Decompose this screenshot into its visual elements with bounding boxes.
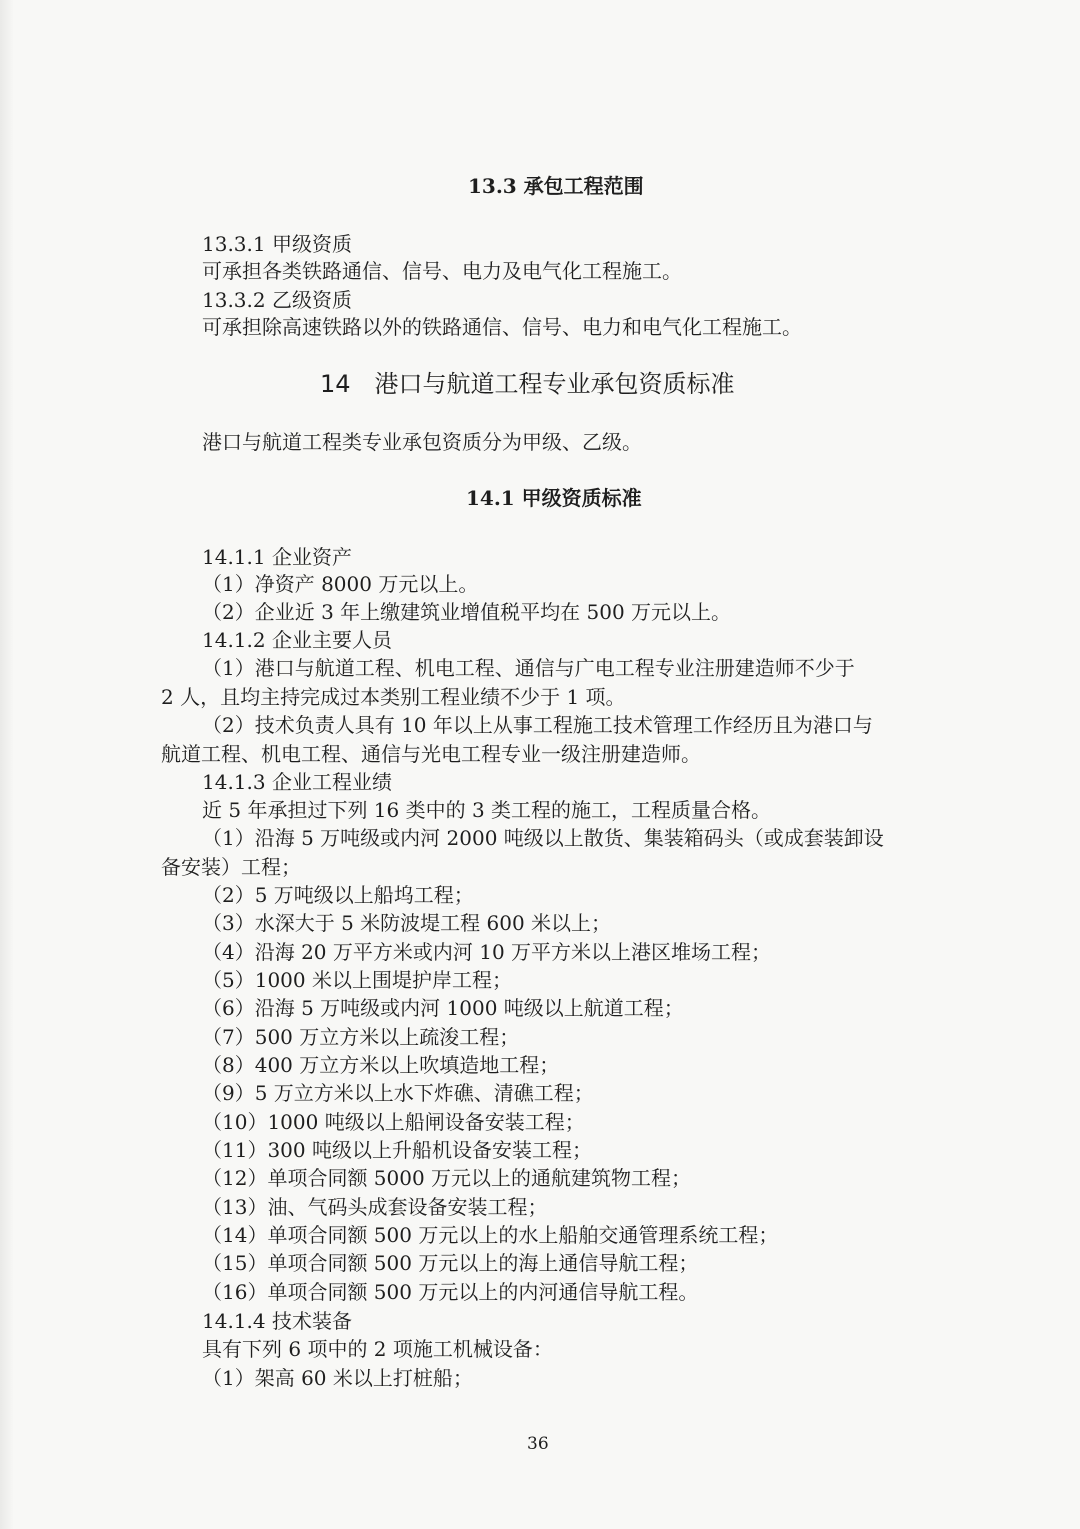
paragraph: 具有下列 6 项中的 2 项施工机械设备： [202,1337,553,1361]
list-item: （9）5 万立方米以上水下炸礁、清礁工程； [202,1081,594,1105]
paragraph: 可承担除高速铁路以外的铁路通信、信号、电力和电气化工程施工。 [202,315,802,339]
list-item: （15）单项合同额 500 万元以上的海上通信导航工程； [202,1251,699,1275]
list-item: （1）架高 60 米以上打桩船； [202,1366,473,1390]
subsection-title-14-1-4: 14.1.4 技术装备 [202,1309,352,1333]
list-item: （2）技术负责人具有 10 年以上从事工程施工技术管理工作经历且为港口与 [202,713,873,737]
list-item: （14）单项合同额 500 万元以上的水上船舶交通管理系统工程； [202,1223,779,1247]
subsection-title-13-3-1: 13.3.1 甲级资质 [202,232,352,256]
list-item-continuation: 航道工程、机电工程、通信与光电工程专业一级注册建造师。 [161,742,701,766]
subsection-title-14-1-1: 14.1.1 企业资产 [202,545,352,569]
list-item: （8）400 万立方米以上吹填造地工程； [202,1053,560,1077]
list-item: （4）沿海 20 万平方米或内河 10 万平方米以上港区堆场工程； [202,940,772,964]
list-item: （16）单项合同额 500 万元以上的内河通信导航工程。 [202,1280,699,1304]
chapter-heading-14: 14 港口与航道工程专业承包资质标准 [320,370,735,398]
list-item: （12）单项合同额 5000 万元以上的通航建筑物工程； [202,1166,692,1190]
paragraph: 港口与航道工程类专业承包资质分为甲级、乙级。 [202,430,642,454]
section-heading-13-3: 13.3 承包工程范围 [468,174,644,198]
list-item: （11）300 吨级以上升船机设备安装工程； [202,1138,592,1162]
subsection-title-14-1-3: 14.1.3 企业工程业绩 [202,770,392,794]
list-item: （10）1000 吨级以上船闸设备安装工程； [202,1110,585,1134]
list-item: （3）水深大于 5 米防波堤工程 600 米以上； [202,911,612,935]
list-item: （5）1000 米以上围堤护岸工程； [202,968,512,992]
list-item: （1）净资产 8000 万元以上。 [202,572,479,596]
list-item-continuation: 2 人，且均主持完成过本类别工程业绩不少于 1 项。 [161,685,626,709]
list-item: （1）沿海 5 万吨级或内河 2000 吨级以上散货、集装箱码头（或成套装卸设 [202,826,884,850]
subsection-title-14-1-2: 14.1.2 企业主要人员 [202,628,392,652]
list-item: （13）油、气码头成套设备安装工程； [202,1195,548,1219]
list-item: （6）沿海 5 万吨级或内河 1000 吨级以上航道工程； [202,996,684,1020]
page-number: 36 [527,1434,549,1454]
paragraph: 近 5 年承担过下列 16 类中的 3 类工程的施工，工程质量合格。 [202,798,772,822]
list-item: （2）企业近 3 年上缴建筑业增值税平均在 500 万元以上。 [202,600,732,624]
list-item-continuation: 备安装）工程； [161,855,301,879]
list-item: （1）港口与航道工程、机电工程、通信与广电工程专业注册建造师不少于 [202,656,855,680]
list-item: （2）5 万吨级以上船坞工程； [202,883,474,907]
list-item: （7）500 万立方米以上疏浚工程； [202,1025,520,1049]
subsection-title-13-3-2: 13.3.2 乙级资质 [202,288,352,312]
section-heading-14-1: 14.1 甲级资质标准 [466,486,642,510]
paragraph: 可承担各类铁路通信、信号、电力及电气化工程施工。 [202,259,682,283]
